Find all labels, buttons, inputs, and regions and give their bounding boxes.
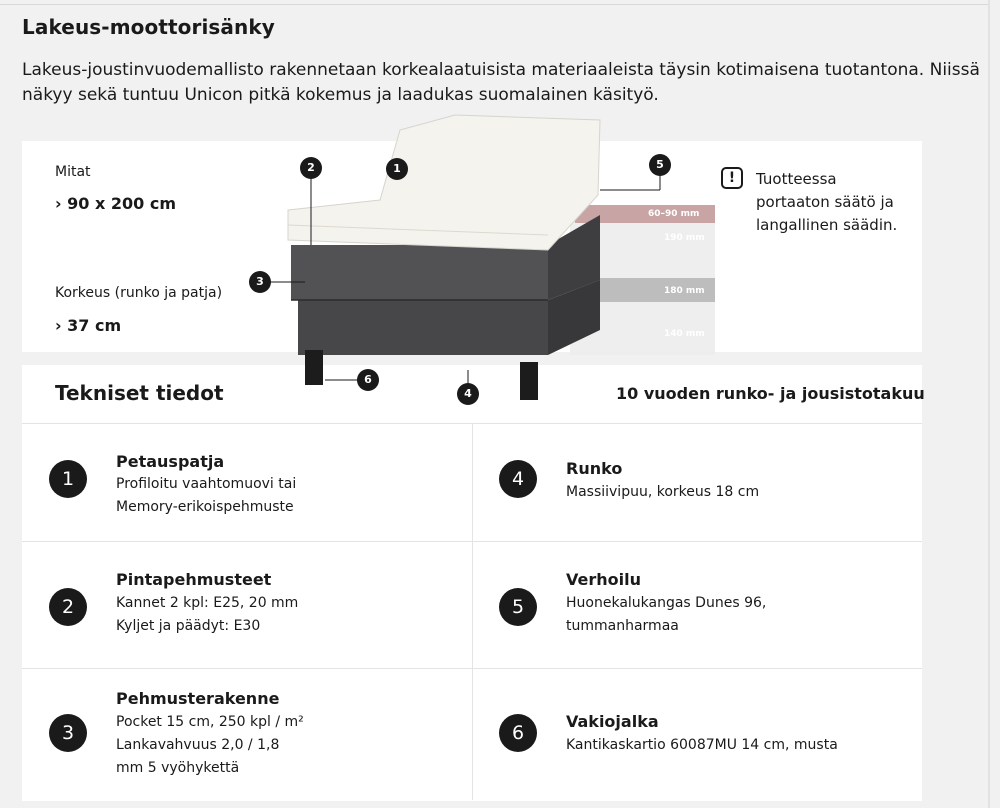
- grid-divider: [22, 668, 922, 669]
- image-marker: 4: [457, 383, 479, 405]
- height-label: Korkeus (runko ja patja): [55, 285, 223, 301]
- bed-leg: [305, 350, 323, 385]
- measure-label: 180 mm: [664, 286, 705, 296]
- spec-desc: Kannet 2 kpl: E25, 20 mm Kyljet ja päädyt: E30: [116, 595, 299, 634]
- spec-title: Vakiojalka: [566, 712, 659, 731]
- spec-title: Pehmusterakenne: [116, 689, 280, 708]
- image-marker: 2: [300, 157, 322, 179]
- top-divider: [0, 4, 990, 5]
- measure-label: 60–90 mm: [648, 209, 700, 219]
- spec-badge: 3: [49, 714, 87, 752]
- specs-title: Tekniset tiedot: [55, 381, 224, 405]
- bed-spring: [291, 245, 548, 300]
- intro-text: Lakeus-joustinvuodemallisto rakennetaan korkealaatuisista materiaaleista täysin kotimaisena tuotantona. Niissä näkyy sekä tuntuu Unicon pitkä kokemus ja laadukas suomalainen käsityö.: [22, 60, 980, 105]
- spec-title: Runko: [566, 459, 623, 478]
- warranty-text: 10 vuoden runko- ja jousistotakuu: [616, 384, 925, 403]
- bed-leg: [520, 362, 538, 400]
- spec-badge: 4: [499, 460, 537, 498]
- scrollbar-track[interactable]: [988, 0, 990, 808]
- size-label: Mitat: [55, 164, 91, 180]
- measure-label: 190 mm: [664, 233, 705, 243]
- spec-badge: 1: [49, 460, 87, 498]
- notice-text: Tuotteessa portaaton säätö ja langallinen säädin.: [756, 170, 898, 234]
- page-title: Lakeus-moottorisänky: [22, 15, 275, 39]
- spec-desc: Massiivipuu, korkeus 18 cm: [566, 484, 760, 500]
- spec-title: Petauspatja: [116, 452, 225, 471]
- spec-desc: Pocket 15 cm, 250 kpl / m² Lankavahvuus 2,0 / 1,8 mm 5 vyöhykettä: [116, 714, 304, 776]
- spec-desc: Profiloitu vaahtomuovi tai Memory-erikoispehmuste: [116, 476, 297, 515]
- spec-title: Pintapehmusteet: [116, 570, 272, 589]
- spec-badge: 2: [49, 588, 87, 626]
- spec-badge: 6: [499, 714, 537, 752]
- bed-base: [298, 300, 548, 355]
- grid-divider: [472, 423, 473, 800]
- measure-label: 140 mm: [664, 329, 705, 339]
- mattress-topper: [288, 115, 600, 250]
- size-value: › 90 x 200 cm: [55, 194, 177, 213]
- spec-title: Verhoilu: [566, 570, 641, 589]
- image-marker: 6: [357, 369, 379, 391]
- spec-desc: Huonekalukangas Dunes 96, tummanharmaa: [566, 595, 767, 634]
- grid-divider: [22, 541, 922, 542]
- image-marker: 3: [249, 271, 271, 293]
- image-marker: 5: [649, 154, 671, 176]
- spec-desc: Kantikaskartio 60087MU 14 cm, musta: [566, 737, 838, 753]
- exclamation-icon: !: [721, 167, 743, 189]
- height-value: › 37 cm: [55, 316, 122, 335]
- bed-illustration: [240, 110, 720, 410]
- image-marker: 1: [386, 158, 408, 180]
- spec-badge: 5: [499, 588, 537, 626]
